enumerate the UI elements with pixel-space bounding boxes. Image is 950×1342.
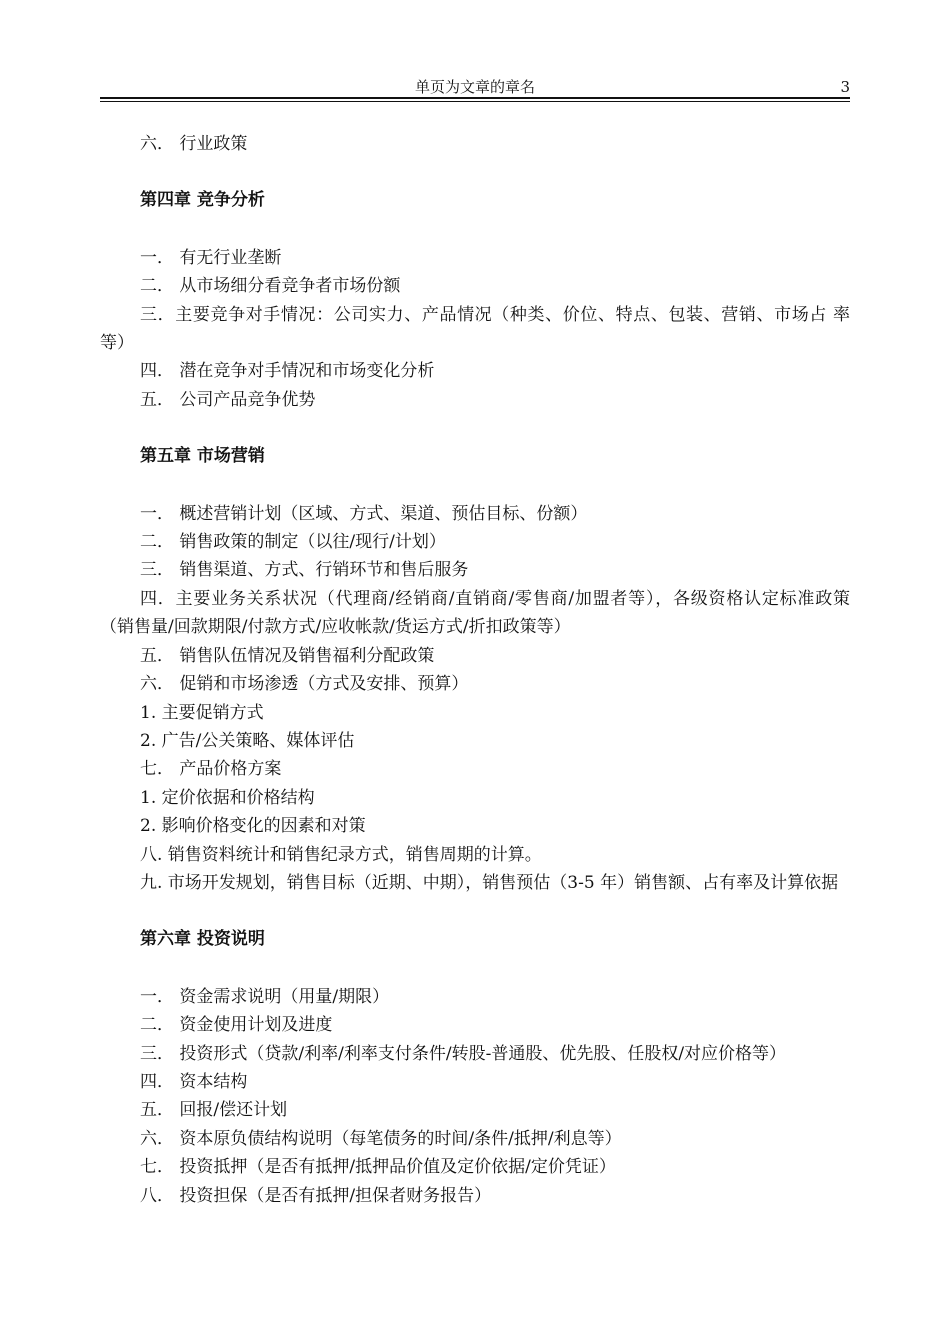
list-item: 四．主要业务关系状况（代理商/经销商/直销商/零售商/加盟者等），各级资格认定标准政策（销售量/回款期限/付款方式/应收帐款/货运方式/折扣政策等） <box>100 588 850 638</box>
page-header <box>100 76 850 98</box>
list-item: 五． 回报/偿还计划 <box>140 1100 288 1121</box>
chapter-heading-5: 第五章 市场营销 <box>140 446 265 467</box>
list-item: 七． 投资抵押（是否有抵押/抵押品价值及定价依据/定价凭证） <box>140 1157 616 1178</box>
list-item: 1. 定价依据和价格结构 <box>140 787 315 808</box>
list-item: 一． 概述营销计划（区域、方式、渠道、预估目标、份额） <box>140 503 588 524</box>
page-number: 3 <box>840 78 850 96</box>
list-item: 七． 产品价格方案 <box>140 759 282 780</box>
list-item: 一． 资金需求说明（用量/期限） <box>140 986 390 1007</box>
list-item: 二． 从市场细分看竞争者市场份额 <box>140 276 401 297</box>
header-rule-thin <box>100 101 850 102</box>
list-item: 三．主要竞争对手情况：公司实力、产品情况（种类、价位、特点、包装、营销、市场占 率等） <box>100 304 850 354</box>
list-item: 九. 市场开发规划，销售目标（近期、中期），销售预估（3-5 年）销售额、占有率及计算依据 <box>140 872 839 893</box>
list-item: 一． 有无行业垄断 <box>140 247 282 268</box>
list-item: 四． 潜在竞争对手情况和市场变化分析 <box>140 361 435 382</box>
list-item: 三． 销售渠道、方式、行销环节和售后服务 <box>140 560 469 581</box>
chapter-heading-6: 第六章 投资说明 <box>140 929 265 950</box>
list-item: 六． 促销和市场渗透（方式及安排、预算） <box>140 674 469 695</box>
list-item: 1. 主要促销方式 <box>140 702 264 723</box>
list-item: 五． 公司产品竞争优势 <box>140 389 316 410</box>
list-item: 二． 资金使用计划及进度 <box>140 1015 333 1036</box>
list-item: 六． 行业政策 <box>140 134 248 154</box>
header-rule-thick <box>100 97 850 99</box>
list-item: 八. 销售资料统计和销售纪录方式，销售周期的计算。 <box>140 844 542 865</box>
chapter-6-list <box>100 983 850 1210</box>
list-item: 2. 影响价格变化的因素和对策 <box>140 816 366 837</box>
list-item: 四． 资本结构 <box>140 1071 248 1092</box>
chapter-5-list <box>100 500 850 898</box>
list-item: 二． 销售政策的制定（以往/现行/计划） <box>140 532 446 553</box>
chapter-heading-4: 第四章 竞争分析 <box>140 190 265 211</box>
header-title: 单页为文章的章名 <box>414 78 535 96</box>
chapter-4-list <box>100 244 850 414</box>
document-body <box>100 130 850 1210</box>
list-item: 六． 资本原负债结构说明（每笔债务的时间/条件/抵押/利息等） <box>140 1128 622 1149</box>
list-item: 八． 投资担保（是否有抵押/担保者财务报告） <box>140 1185 492 1206</box>
list-item: 三． 投资形式（贷款/利率/利率支付条件/转股-普通股、优先股、任股权/对应价格等） <box>140 1043 787 1064</box>
list-item: 五． 销售队伍情况及销售福利分配政策 <box>140 645 435 666</box>
list-item: 2. 广告/公关策略、媒体评估 <box>140 730 355 751</box>
